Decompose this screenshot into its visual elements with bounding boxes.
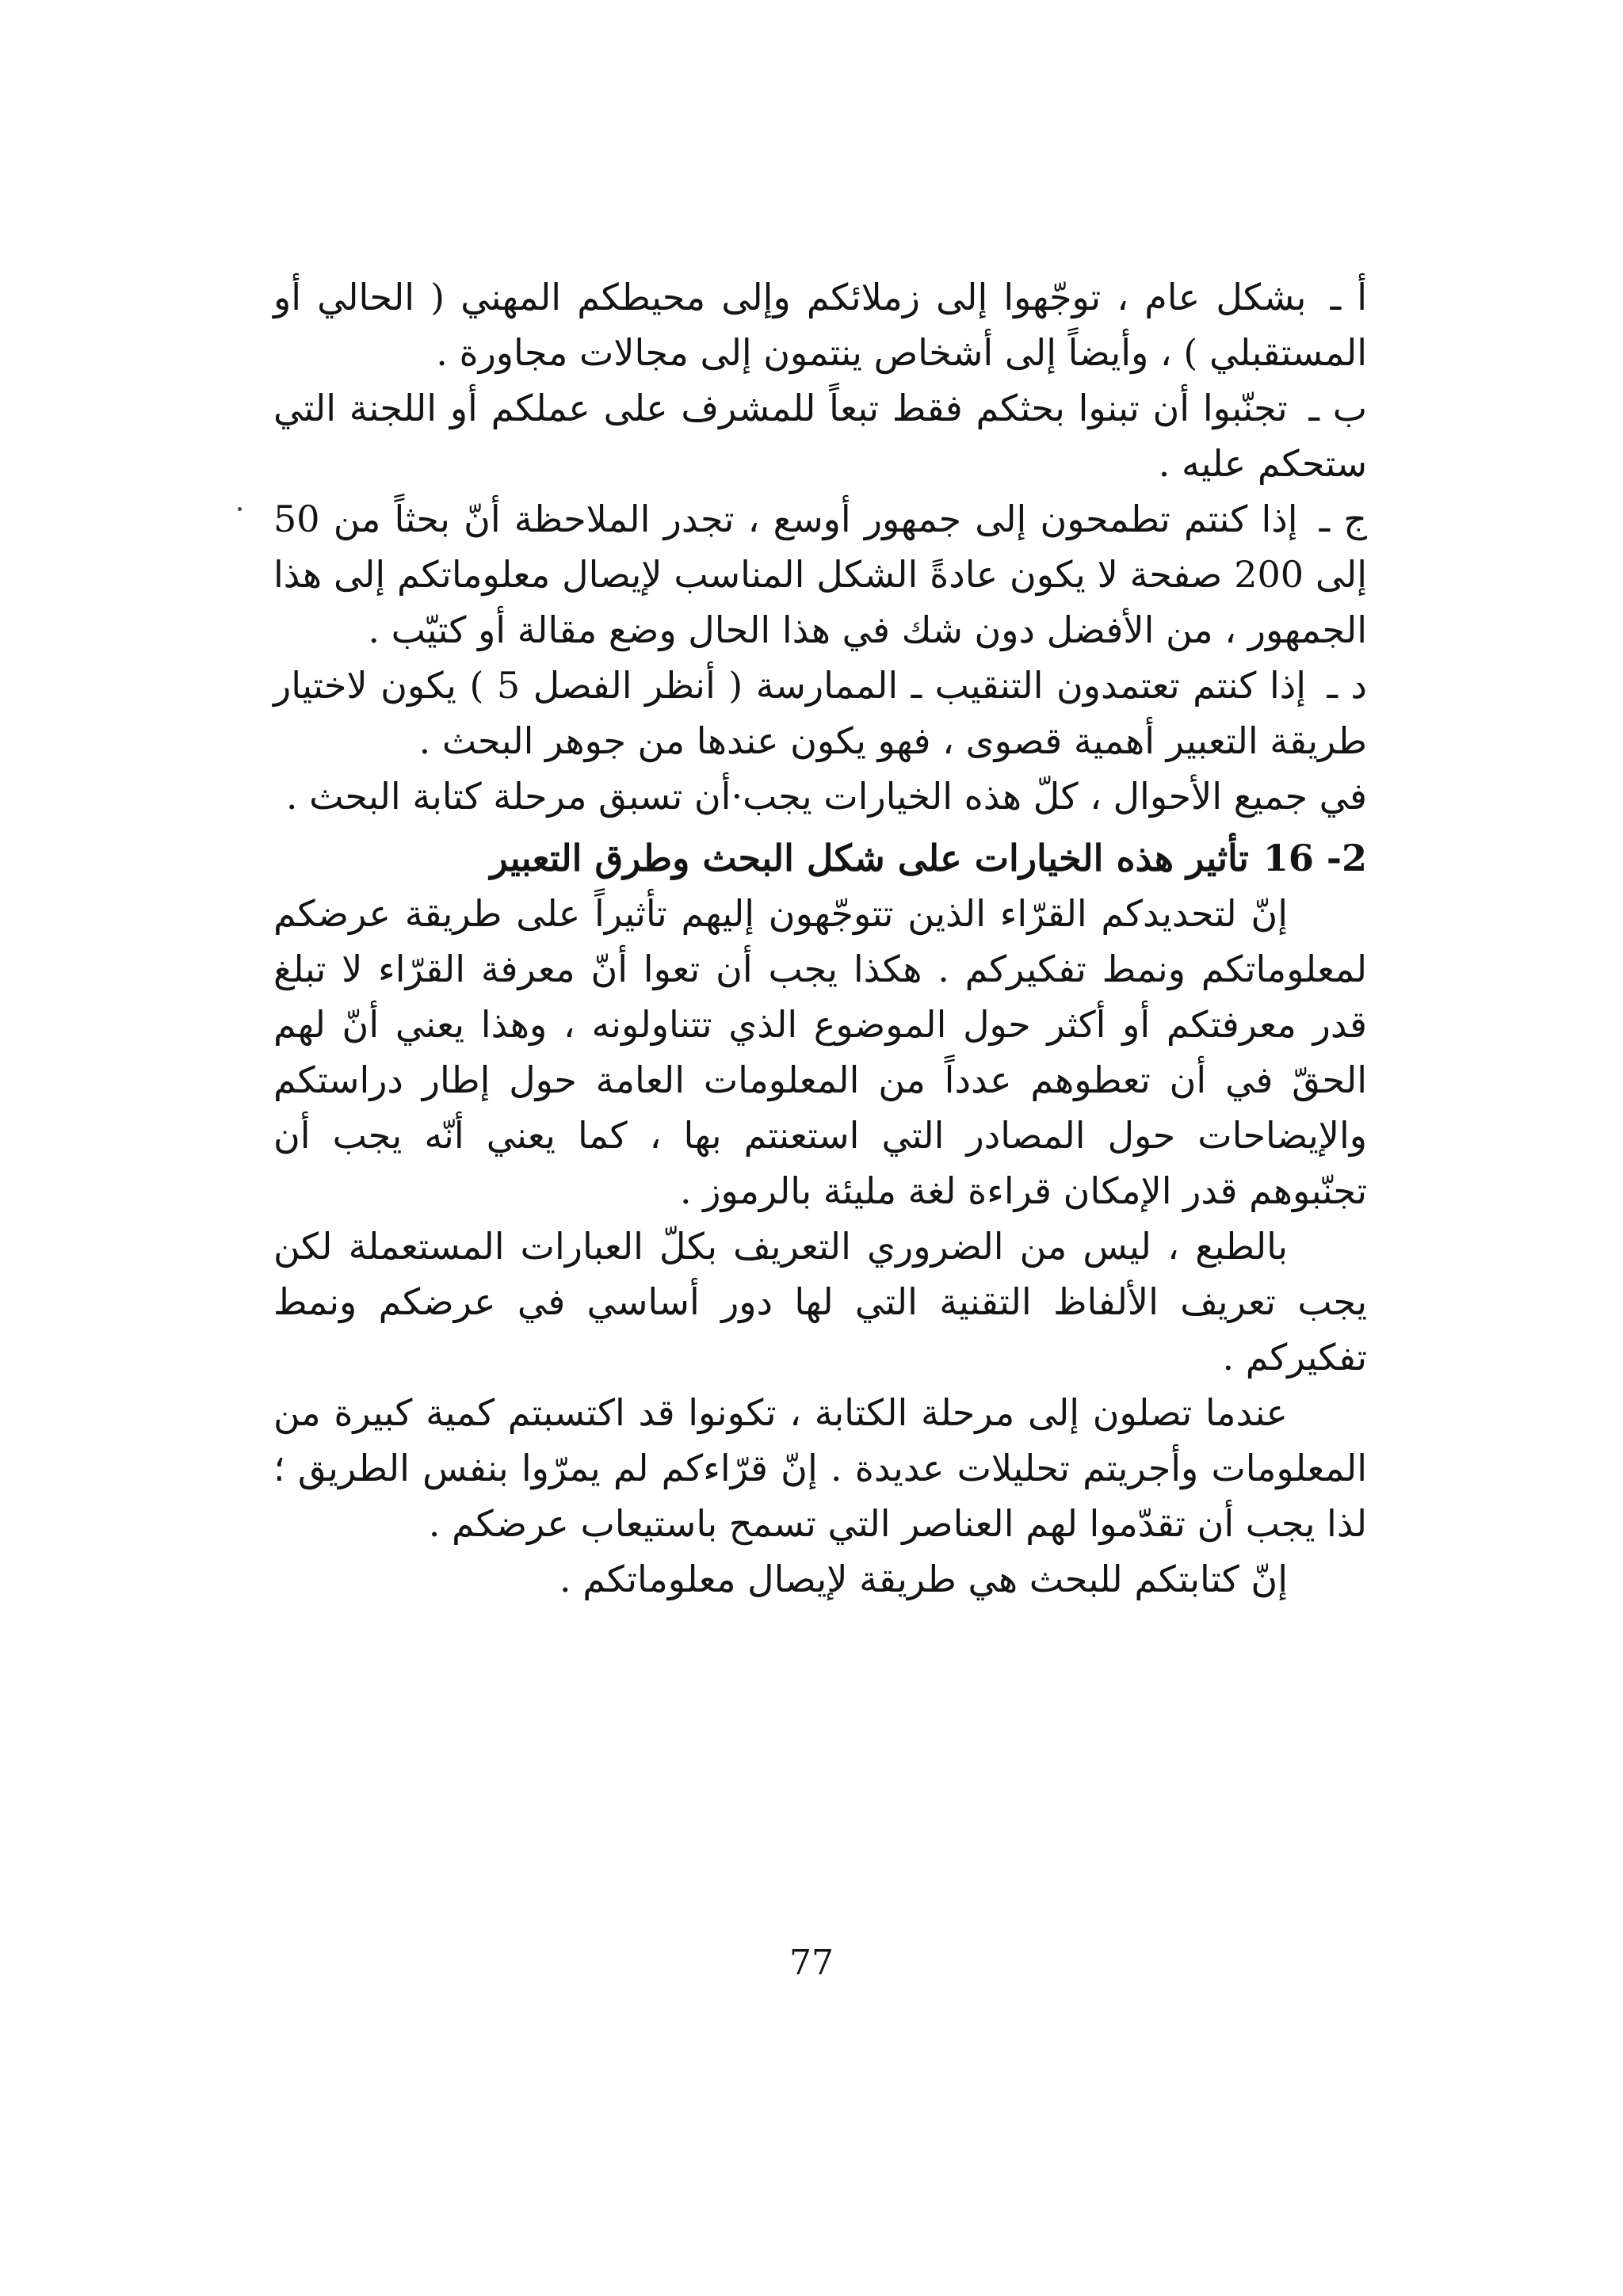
section-number: 16 -2 [1262, 837, 1367, 879]
body-paragraph: بالطبع ، ليس من الضروري التعريف بكلّ العبارات المستعملة لكن يجب تعريف الألفاظ التقنية التي لها دور أساسي في عرضكم ونمط تفكيركم . [273, 1225, 1367, 1379]
page-number: 77 [789, 1943, 834, 1983]
section-heading [273, 830, 1367, 886]
list-item-marker: ج ـ [1319, 498, 1368, 540]
list-item-text: تجنّبوا أن تبنوا بحثكم فقط تبعاً للمشرف على عملكم أو اللجنة التي ستحكم عليه . [273, 387, 1367, 485]
list-item-marker: أ ـ [1330, 276, 1367, 318]
margin-mark [238, 507, 242, 511]
list-item-text: إذا كنتم تعتمدون التنقيب ـ الممارسة ( أنظر الفصل 5 ) يكون لاختيار طريقة التعبير أهمية قصوى ، فهو يكون عندها من جوهر البحث . [273, 664, 1367, 762]
list-item-c [273, 491, 1367, 658]
list-item-marker: د ـ [1327, 664, 1368, 707]
list-item-text: بشكل عام ، توجّهوا إلى زملائكم وإلى محيطكم المهني ( الحالي أو المستقبلي ) ، وأيضاً إلى أشخاص ينتمون إلى مجالات مجاورة . [273, 276, 1367, 374]
body-paragraph: إنّ كتابتكم للبحث هي طريقة لإيصال معلوماتكم . [559, 1558, 1288, 1600]
list-item-marker: ب ـ [1308, 387, 1368, 429]
page-text [273, 269, 1367, 1607]
list-item-d [273, 658, 1367, 769]
list-item-a [273, 269, 1367, 380]
summary-paragraph: في جميع الأحوال ، كلّ هذه الخيارات يجب·أن تسبق مرحلة كتابة البحث . [285, 775, 1367, 818]
section-title: تأثير هذه الخيارات على شكل البحث وطرق التعبير [490, 837, 1249, 879]
list-item-b [273, 380, 1367, 491]
list-item-text: إذا كنتم تطمحون إلى جمهور أوسع ، تجدر الملاحظة أنّ بحثاً من 50 إلى 200 صفحة لا يكون عادةً الشكل المناسب لإيصال معلوماتكم إلى هذا الجمهور ، من الأفضل دون شك في هذا الحال وضع مقالة أو كتيّب . [273, 498, 1367, 651]
body-paragraph: عندما تصلون إلى مرحلة الكتابة ، تكونوا قد اكتسبتم كمية كبيرة من المعلومات وأجريتم تحليلات عديدة . إنّ قرّاءكم لم يمرّوا بنفس الطريق ؛ لذا يجب أن تقدّموا لهم العناصر التي تسمح باستيعاب عرضكم . [273, 1391, 1367, 1545]
body-paragraph: إنّ لتحديدكم القرّاء الذين تتوجّهون إليهم تأثيراً على طريقة عرضكم لمعلوماتكم ونمط تفكيركم . هكذا يجب أن تعوا أنّ معرفة القرّاء لا تبلغ قدر معرفتكم أو أكثر حول الموضوع الذي تتناولونه ، وهذا يعني أنّ لهم الحقّ في أن تعطوهم عدداً من المعلومات العامة حول إطار دراستكم والإيضاحات حول المصادر التي استعنتم بها ، كما يعني أنّه يجب أن تجنّبوهم قدر الإمكان قراءة لغة مليئة بالرموز . [273, 892, 1367, 1212]
